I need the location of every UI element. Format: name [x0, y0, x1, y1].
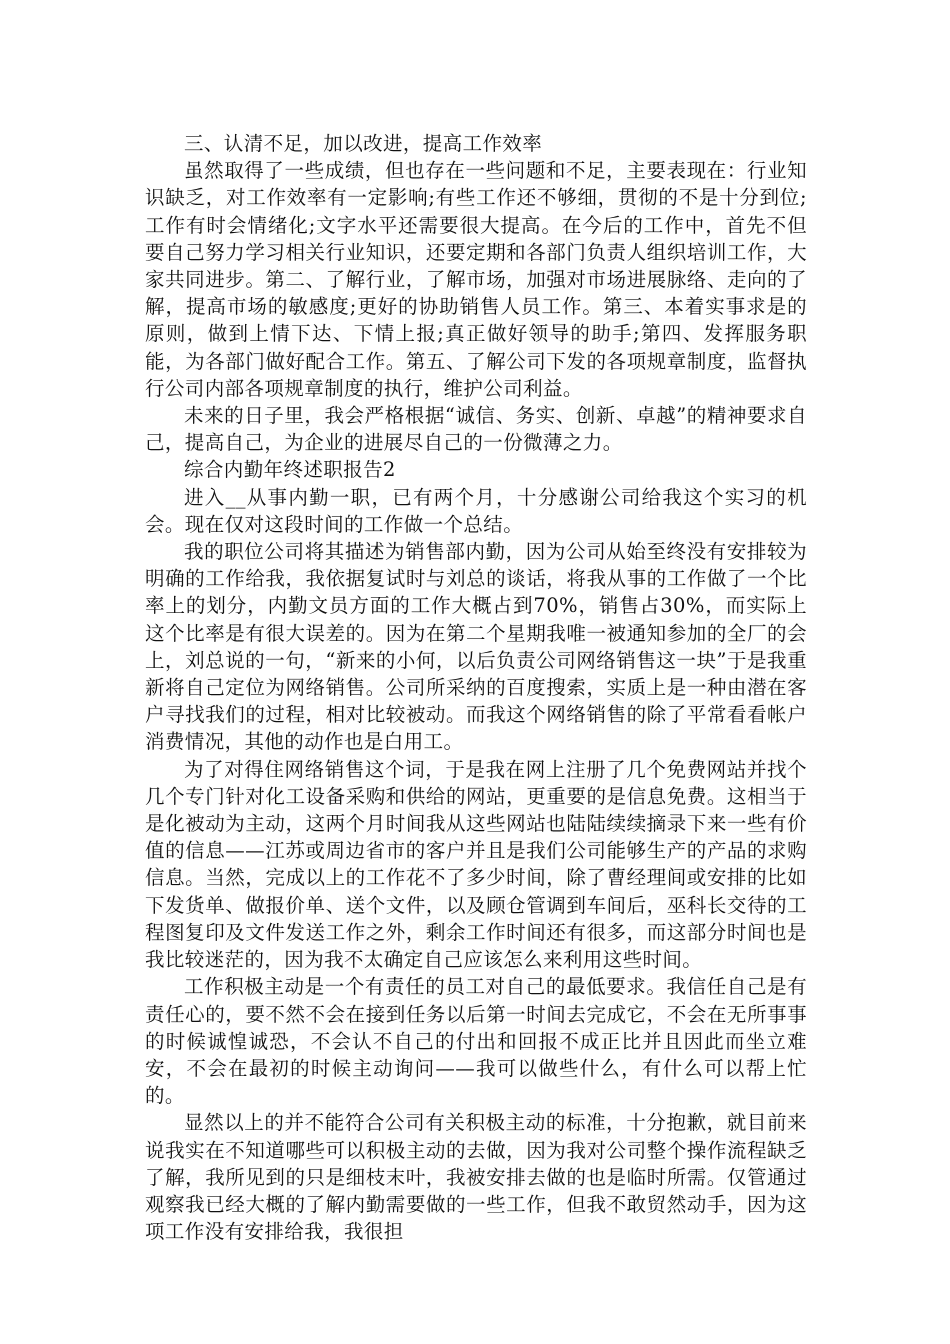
- document-page: [145, 130, 807, 1245]
- paragraph-intro: 进入__从事内勤一职，已有两个月，十分感谢公司给我这个实习的机会。现在仅对这段时间的工作做一个总结。: [145, 485, 807, 536]
- paragraph-initiative: 工作积极主动是一个有责任的员工对自己的最低要求。我信任自己是有责任心的，要不然不会在接到任务以后第一时间去完成它，不会在无所事事的时候诚惶诚恐，不会认不自己的付出和回报不成正比并且因此而坐立难安，不会在最初的时候主动询问——我可以做些什么，有什么可以帮上忙的。: [145, 975, 807, 1108]
- paragraph-apology: 显然以上的并不能符合公司有关积极主动的标准，十分抱歉，就目前来说我实在不知道哪些可以积极主动的去做，因为我对公司整个操作流程缺乏了解，我所见到的只是细枝末叶，我被安排去做的也是临时所需。仅管通过观察我已经大概的了解内勤需要做的一些工作，但我不敢贸然动手，因为这项工作没有安排给我，我很担: [145, 1111, 807, 1244]
- section-heading: 三、认清不足，加以改进，提高工作效率: [184, 132, 543, 155]
- paragraph-future: 未来的日子里，我会严格根据“诚信、务实、创新、卓越”的精神要求自己，提高自己，为企业的进展尽自己的一份微薄之力。: [145, 404, 807, 455]
- paragraph-network-sales: 为了对得住网络销售这个词，于是我在网上注册了几个免费网站并找个几个专门针对化工设备采购和供给的网站，更重要的是信息免费。这相当于是化被动为主动，这两个月时间我从这些网站也陆陆续续摘录下来一些有价值的信息——江苏或周边省市的客户并且是我们公司能够生产的产品的求购信息。当然，完成以上的工作花不了多少时间，除了曹经理间或安排的比如下发货单、做报价单、送个文件，以及顾仓管调到车间后，巫科长交待的工程图复印及文件发送工作之外，剩余工作时间还有很多，而这部分时间也是我比较迷茫的，因为我不太确定自己应该怎么来利用这些时间。: [145, 757, 807, 972]
- paragraph-shortcomings: 虽然取得了一些成绩，但也存在一些问题和不足，主要表现在：行业知识缺乏，对工作效率有一定影响;有些工作还不够细，贯彻的不是十分到位;工作有时会情绪化;文字水平还需要很大提高。在今后的工作中，首先不但要自己努力学习相关行业知识，还要定期和各部门负责人组织培训工作，大家共同进步。第二、了解行业，了解市场，加强对市场进展脉络、走向的了解，提高市场的敏感度;更好的协助销售人员工作。第三、本着实事求是的原则，做到上情下达、下情上报;真正做好领导的助手;第四、发挥服务职能，为各部门做好配合工作。第五、了解公司下发的各项规章制度，监督执行公司内部各项规章制度的执行，维护公司利益。: [145, 159, 807, 400]
- paragraph-position: 我的职位公司将其描述为销售部内勤，因为公司从始至终没有安排较为明确的工作给我，我依据复试时与刘总的谈话，将我从事的工作做了一个比率上的划分，内勤文员方面的工作大概占到70%，销售占30%，而实际上这个比率是有很大误差的。因为在第二个星期我唯一被通知参加的全厂的会上，刘总说的一句，“新来的小何，以后负责公司网络销售这一块”于是我重新将自己定位为网络销售。公司所采纳的百度搜索，实质上是一种由潜在客户寻找我们的过程，相对比较被动。而我这个网络销售的除了平常看看帐户消费情况，其他的动作也是白用工。: [145, 540, 807, 754]
- report-title: 综合内勤年终述职报告2: [184, 458, 396, 482]
